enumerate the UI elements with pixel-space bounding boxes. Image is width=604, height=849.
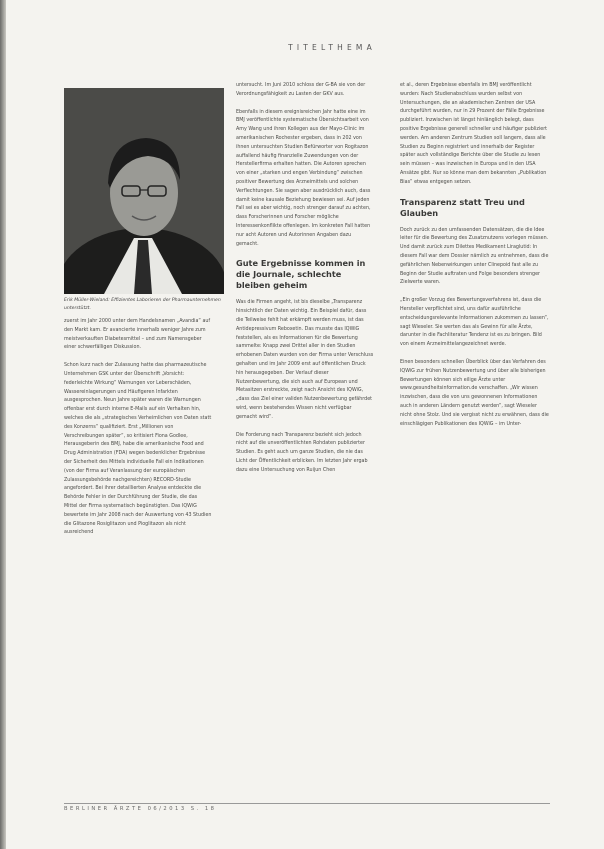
paragraph: Einen besonders schnellen Überblick über das Verfahren des IQWiG zur frühen Nutzenbewertung und über alle bisherigen Bewertungen können sich eilige Ärzte unter www.gesundheitsinformation.de verschaffen. „Wir wissen inzwischen, dass die von uns gewonnenen Informationen auch in anderen Ländern genutzt werden“, sagt Wieseler nicht ohne Stolz. Und sie vergisst nicht zu erwähnen, dass die einschlägigen Publikationen des IQWiG – im Unter- — [400, 359, 549, 427]
paragraph: Schon kurz nach der Zulassung hatte das pharmazeutische Unternehmen GSK unter der Überschrift „Vorsicht: federleichte Wirkung“ Warnungen vor Leberschäden, Wassereinlagerungen und Häufigeren Infarkten ausgesprochen. Neun Jahre später waren die Warnungen offenbar erst durch interne E-Mails auf ein Verhalten hin, welches die als „strategisches Verheimlichen von Daten statt des Konzerns“ qualifiziert. Erst „Millionen von Verschreibungen später“, so kritisiert Fiona Godlee, Herausgeberin des BMJ, habe die amerikanische Food and Drug Administration (FDA) wegen bedenklicher Ergebnisse der Sicherheit des Mittels individuelle Fall ein Indikationen (von der Firma auf Veranlassung der europäischen Zulassungsbehörde nachgereichten) RECORD-Studie angefordert. Bei ihrer detaillierten Analyse entdeckte die Behörde Fehler in der Durchführung der Studie, die das Mittel der Firma systematisch begünstigten. Das IQWiG bewertete im Jahr 2008 nach der Auswertung von 43 Studien die Glitazone Rosiglitazon und Pioglitazon als nicht ausreichend — [64, 363, 212, 536]
subheading: Transparenz statt Treu und Glauben — [400, 196, 525, 218]
portrait-photo — [64, 88, 224, 294]
paragraph: zuerst im Jahr 2000 unter dem Handelsnamen „Avandia“ auf den Markt kam. Er avancierte innerhalb weniger Jahre zum meistverkauften Diabetesmittel – und zum Namensgeber einer schwerfälligen Diskussion. — [64, 319, 211, 351]
footer-rule — [64, 803, 550, 804]
column-2 — [236, 82, 374, 484]
paragraph: Die Forderung nach Transparenz bezieht sich jedoch nicht auf die unveröffentlichten Rohdaten publizierter Studien. Es geht auch um ganze Studien, die nie das Licht der Öffentlichkeit erblicken. Im letzten Jahr ergab dazu eine Untersuchung von Ruijun Chen — [236, 432, 368, 473]
paragraph: et al., deren Ergebnisse ebenfalls im BMJ veröffentlicht wurden: Nach Studienabschluss wurden selbst von Untersuchungen, die an akademischen Zentren der USA durchgeführt wurden, nur in 29 Prozent der Fälle Ergebnisse publiziert. Inzwischen ist längst hinlänglich belegt, dass positive Ergebnisse generell schneller und häufiger publiziert werden. Am anderen Zentrum Studien soll langem, dass alle Studien zu Beginn registriert und innerhalb der Register später auch vollständige Berichte über die Studie zu lesen sein müssen – was inzwischen in Europa und in den USA Ansätze gibt. Nur so könne man dem bekannten „Publikation Bias“ etwas entgegen setzen. — [400, 83, 548, 185]
photo-caption: Erik Müller-Wieland: Effizientes Laborieren der Pharmaunternehmen unterstützt. — [64, 298, 221, 311]
column-3 — [400, 82, 550, 438]
paragraph: untersucht. Im Juni 2010 schloss der G-BA sie von der Verordnungsfähigkeit zu Lasten der GKV aus. — [236, 83, 366, 97]
page-footer: BERLINER ÄRZTE 06/2013 S. 18 — [64, 806, 217, 812]
paragraph: „Ein großer Vorzug des Bewertungsverfahrens ist, dass die Hersteller verpflichtet sind, uns dafür ausführliche entscheidungsrelevante Informationen zukommen zu lassen“, sagt Wieseler. Sie werten das als Gewinn für alle Ärzte, darunter in die Fachliteratur Tendenz ist es zu bringen. Bild von einem Arzneimittelangezeichnet werde. — [400, 298, 549, 348]
column-1 — [64, 318, 212, 547]
paragraph: Was die Firmen angeht, ist bis dieselbe „Transparenz hinsichtlich der Daten wichtig. Ein Beispiel dafür, dass die Teilweise fehlt hat erkämpft werden muss, ist das Antidepressivum Reboxetin. Das musste das IQWiG feststellen, als es Informationen für die Bewertung sammelte: Knapp zwei Drittel aller in den Studien erhobenen Daten wurden von der Firma unter Verschluss gehalten und im Jahr 2009 erst auf öffentlichen Druck hin herausgegeben. Der Verlauf dieser Nutzenbewertung, die sich auch auf European und Metasitzen erstreckte, zeigt nach Ansicht des IQWiG, „dass das Ziel einer validen Nutzenbewertung gefährdet wird, wenn bestehendes Wissen nicht verfügbar gemacht wird“. — [236, 300, 374, 420]
section-header: TITELTHEMA — [288, 43, 376, 52]
subheading: Gute Ergebnisse kommen in die Journale, schlechte bleiben geheim — [236, 258, 366, 291]
page-shadow — [0, 0, 6, 849]
portrait-image — [64, 88, 224, 294]
paragraph: Doch zurück zu den umfassenden Datensätzen, die die Idee leiter für die Bewertung des Zusatznutzens vorlegen müssen. Und damit zurück zum Dilettes Medikament Liraglutid: In diesem Fall war dem Dossier nämlich zu entnehmen, dass die gefährlichen Nebenwirkungen unter Clinepoid fast alle zu Beginn der Studie auftraten und Folge besonders strenger Zielwerte waren. — [400, 227, 549, 286]
paragraph: Ebenfalls in diesem ereignisreichen Jahr hatte eine im BMJ veröffentlichte systematische Übersichtsarbeit von Amy Wang und ihren Kollegen aus der Mayo-Clinic im amerikanischen Rochester ergeben, dass in 202 von ihnen untersuchten Studien Befürworter von Rogitazon auffallend häufig finanzielle Zuwendungen von der Herstellerfirma erhalten hatten. Die Autoren sprechen von einer „starken und engen Verbindung“ zwischen positiver Bewertung des Arzneimittels und solchen Verflechtungen. Sie sagen aber ausdrücklich auch, dass damit keine kausale Beziehung bewiesen sei. Auf jeden Fall sei es aber wichtig, noch strenger darauf zu achten, dass Forscherinnen und Forscher mögliche Interessenkonflikte offenlegen. Im konkreten Fall hatten nur acht Autoren und Autorinnen Angaben dazu gemacht. — [236, 109, 371, 247]
